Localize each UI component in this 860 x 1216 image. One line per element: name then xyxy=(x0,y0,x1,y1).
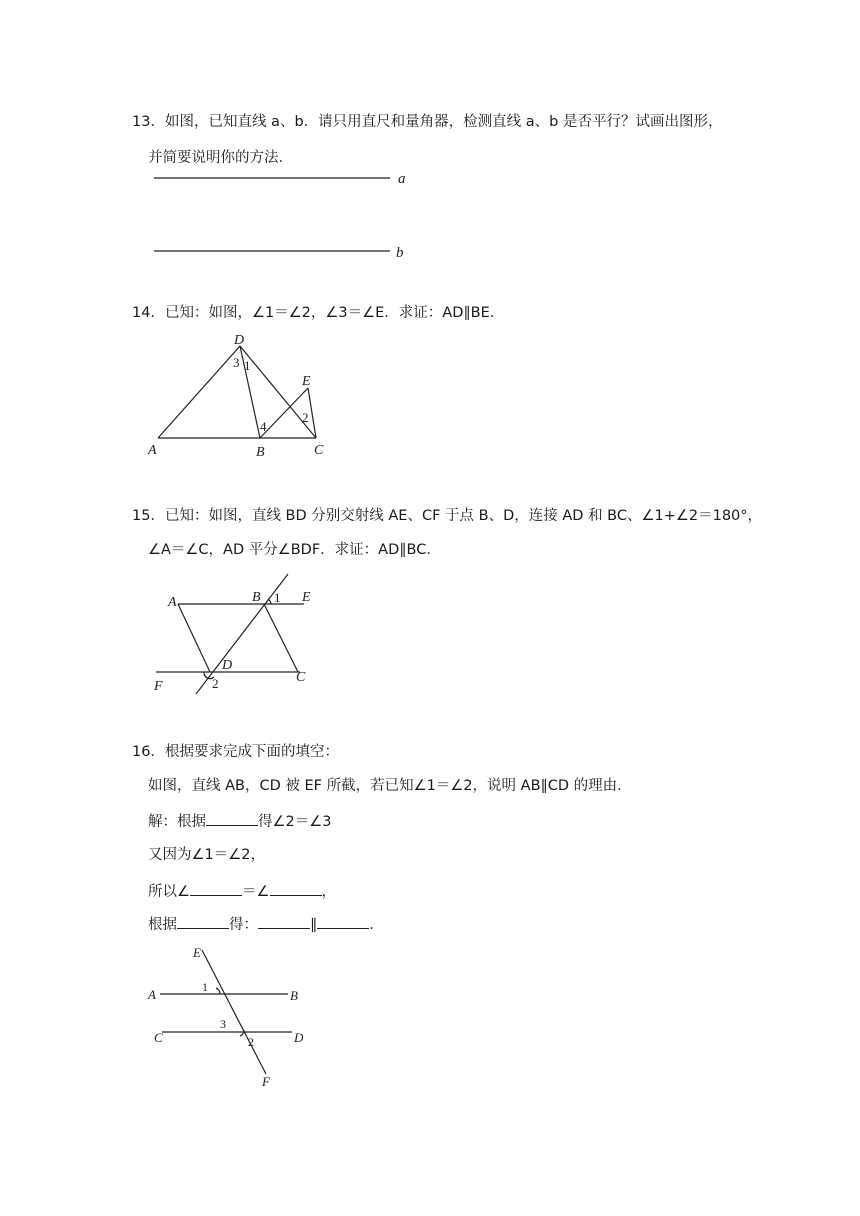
label-F: F xyxy=(262,1074,270,1089)
label-C: C xyxy=(154,1030,163,1045)
label-B: B xyxy=(252,590,261,605)
angle-2-arc xyxy=(240,1030,244,1036)
q13-line2: 并简要说明你的方法． xyxy=(148,150,293,166)
q15-line1: 15．已知：如图，直线 BD 分别交射线 AE、CF 于点 B、D，连接 AD 和 BC、∠1+∠2＝180°， xyxy=(132,508,763,524)
label-4: 4 xyxy=(260,419,267,434)
label-B: B xyxy=(290,988,298,1003)
label-E: E xyxy=(302,590,311,605)
label-2: 2 xyxy=(212,676,219,691)
parallel-symbol: ∥ xyxy=(310,917,318,933)
label-b: b xyxy=(396,245,404,261)
blank-angle-a[interactable] xyxy=(190,880,242,896)
blank-reason-2[interactable] xyxy=(177,913,229,929)
q16-title: 16．根据要求完成下面的填空： xyxy=(132,744,339,760)
label-C: C xyxy=(296,670,306,685)
step4-prefix: 根据 xyxy=(148,917,177,933)
step3-suffix: ， xyxy=(321,884,336,900)
label-D: D xyxy=(234,333,245,348)
label-F: F xyxy=(154,679,163,694)
segment-BC xyxy=(264,604,298,672)
label-2: 2 xyxy=(302,410,309,425)
blank-angle-b[interactable] xyxy=(270,880,322,896)
q16-step4 xyxy=(148,913,384,935)
line-EF xyxy=(202,950,266,1074)
q14-text: 14．已知：如图，∠1＝∠2，∠3＝∠E．求证：AD∥BE． xyxy=(132,305,505,321)
step4-middle: 得： xyxy=(229,917,258,933)
q15-figure xyxy=(140,568,340,698)
label-C: C xyxy=(314,443,324,458)
step3-prefix: 所以∠ xyxy=(148,884,190,900)
blank-reason-1[interactable] xyxy=(206,810,258,826)
q16-figure xyxy=(140,940,330,1090)
label-A: A xyxy=(148,443,157,458)
segment-AD xyxy=(158,346,240,438)
blank-line-2[interactable] xyxy=(317,913,369,929)
segment-BE xyxy=(260,388,308,438)
q14-figure xyxy=(140,330,340,460)
q13-line1: 13．如图，已知直线 a、b．请只用直尺和量角器，检测直线 a、b 是否平行？试画出图形， xyxy=(132,114,723,130)
label-a: a xyxy=(398,171,406,187)
label-1: 1 xyxy=(274,590,281,605)
label-1: 1 xyxy=(244,358,251,373)
label-E: E xyxy=(302,374,311,389)
q15-line2: ∠A＝∠C，AD 平分∠BDF．求证：AD∥BC． xyxy=(148,542,441,558)
label-3: 3 xyxy=(233,355,240,370)
step1-prefix: 解：根据 xyxy=(148,814,206,830)
label-E: E xyxy=(193,945,201,960)
angle-1-arc xyxy=(216,988,220,994)
step1-suffix: 得∠2＝∠3 xyxy=(258,814,332,830)
label-A: A xyxy=(168,595,177,610)
q16-step1 xyxy=(148,810,331,832)
q13-figure xyxy=(140,165,430,265)
q16-step3 xyxy=(148,880,336,902)
q16-step2: 又因为∠1＝∠2， xyxy=(148,847,265,863)
step4-end: ． xyxy=(369,917,384,933)
q16-intro: 如图，直线 AB，CD 被 EF 所截，若已知∠1＝∠2，说明 AB∥CD 的理由． xyxy=(148,778,632,794)
step3-middle: ＝∠ xyxy=(242,884,270,900)
blank-line-1[interactable] xyxy=(258,913,310,929)
label-2: 2 xyxy=(248,1035,254,1049)
label-3: 3 xyxy=(220,1017,226,1031)
label-A: A xyxy=(148,987,156,1002)
segment-AD xyxy=(178,604,210,672)
label-D: D xyxy=(294,1030,304,1045)
label-D: D xyxy=(222,658,233,673)
label-B: B xyxy=(256,445,265,460)
angle-1-arc xyxy=(268,599,271,604)
label-1: 1 xyxy=(202,980,208,994)
